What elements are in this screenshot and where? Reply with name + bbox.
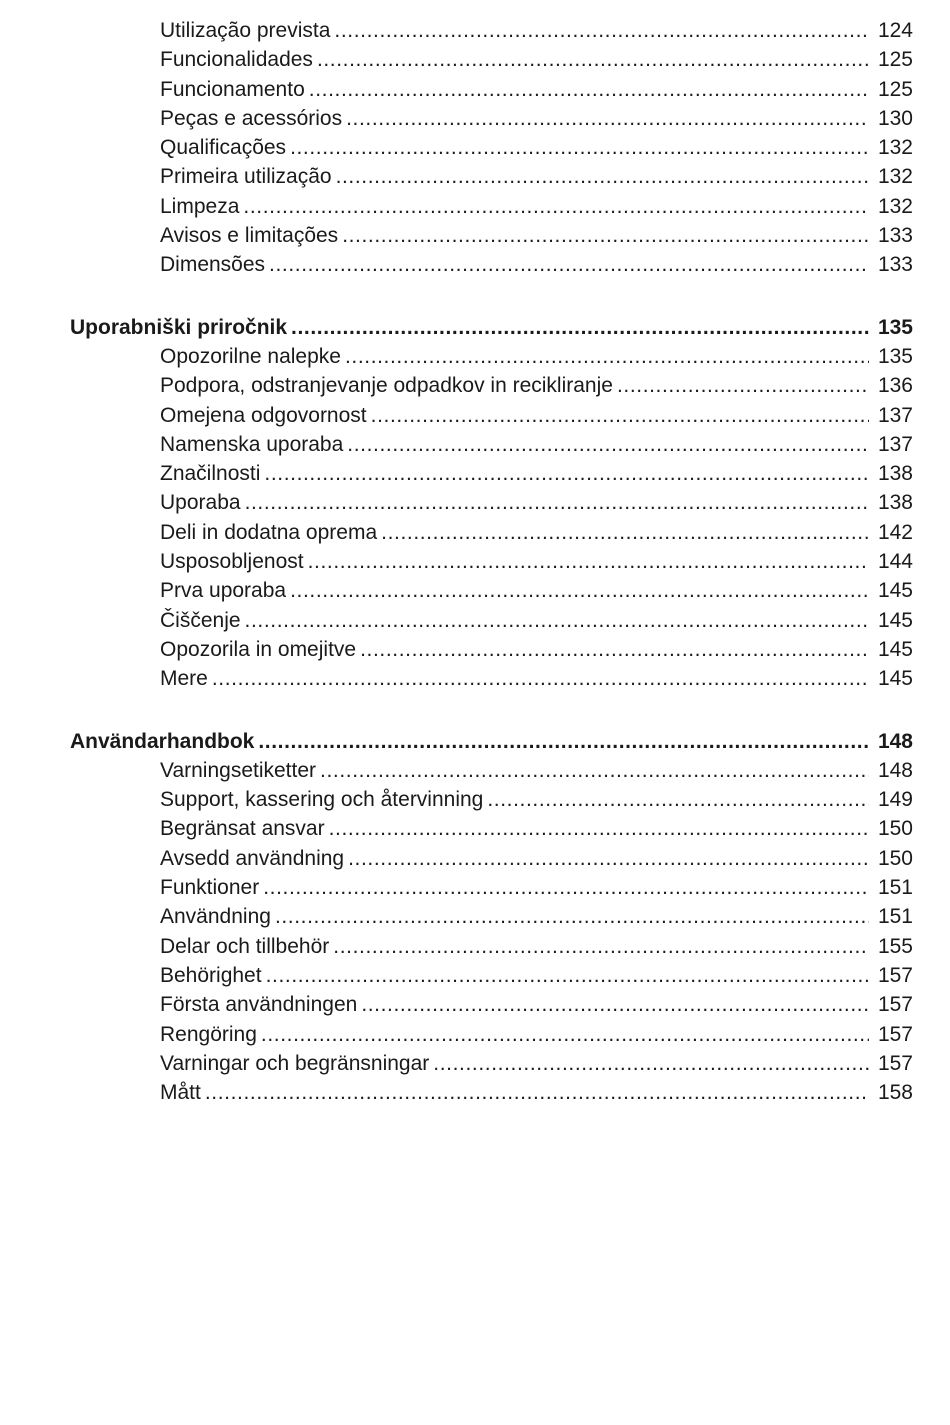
toc-entry[interactable] [0, 873, 913, 902]
toc-entry-label: Uporaba [160, 491, 241, 515]
toc-entry[interactable] [0, 902, 913, 931]
dot-leader [308, 547, 869, 576]
page-number: 155 [877, 934, 913, 958]
page-number: 132 [877, 136, 913, 160]
toc-entry-label: Deli in dodatna oprema [160, 520, 378, 544]
toc-entry[interactable] [0, 371, 913, 400]
toc-entry[interactable] [0, 785, 913, 814]
toc-entry-label: Peças e acessórios [160, 106, 343, 130]
dot-leader [290, 576, 869, 605]
toc-entry-label: Funcionalidades [160, 48, 313, 72]
toc-heading-entry[interactable] [0, 727, 913, 756]
toc-entry-label: Usposobljenost [160, 550, 304, 574]
page-number: 135 [877, 344, 913, 368]
toc-entry[interactable] [0, 488, 913, 517]
toc-heading-label: Uporabniški priročnik [70, 315, 288, 339]
toc-entry-label: Behörighet [160, 963, 262, 987]
dot-leader [617, 371, 869, 400]
page-number: 130 [877, 106, 913, 130]
dot-leader [245, 488, 869, 517]
page-number: 132 [877, 165, 913, 189]
page-number: 125 [877, 77, 913, 101]
toc-entry[interactable] [0, 401, 913, 430]
toc-entry[interactable] [0, 75, 913, 104]
toc-entry-label: Första användningen [160, 993, 358, 1017]
toc-entry[interactable] [0, 459, 913, 488]
dot-leader [487, 785, 869, 814]
page-number: 149 [877, 788, 913, 812]
dot-leader [243, 192, 869, 221]
dot-leader [333, 932, 869, 961]
dot-leader [329, 814, 869, 843]
toc-entry-label: Limpeza [160, 194, 240, 218]
toc-entry[interactable] [0, 430, 913, 459]
page-number: 142 [877, 520, 913, 544]
page-number: 158 [877, 1081, 913, 1105]
page-number: 157 [877, 993, 913, 1017]
toc-entry-label: Mere [160, 667, 208, 691]
toc-entry-label: Rengöring [160, 1022, 257, 1046]
toc-entry[interactable] [0, 45, 913, 74]
dot-leader [291, 313, 869, 342]
page-number: 145 [877, 608, 913, 632]
toc-entry[interactable] [0, 844, 913, 873]
toc-heading-entry[interactable] [0, 313, 913, 342]
toc-entry-label: Support, kassering och återvinning [160, 788, 484, 812]
dot-leader [345, 342, 869, 371]
toc-entry-label: Utilização prevista [160, 19, 331, 42]
toc-entry-label: Varningar och begränsningar [160, 1051, 430, 1075]
dot-leader [261, 1020, 869, 1049]
toc-entry-label: Funktioner [160, 876, 260, 900]
toc-entry[interactable] [0, 221, 913, 250]
toc-entry[interactable] [0, 1049, 913, 1078]
toc-entry[interactable] [0, 990, 913, 1019]
toc-entry[interactable] [0, 576, 913, 605]
dot-leader [205, 1078, 869, 1107]
dot-leader [346, 104, 869, 133]
dot-leader [212, 664, 869, 693]
page-number: 137 [877, 432, 913, 456]
page-number: 145 [877, 579, 913, 603]
toc-entry[interactable] [0, 250, 913, 279]
toc-entry-label: Qualificações [160, 136, 287, 160]
dot-leader [334, 16, 869, 45]
dot-leader [360, 635, 869, 664]
toc-entry-label: Podpora, odstranjevanje odpadkov in recikliranje [160, 374, 613, 398]
dot-leader [309, 75, 869, 104]
page-number: 148 [877, 758, 913, 782]
page-number: 138 [877, 491, 913, 515]
toc-entry-label: Opozorila in omejitve [160, 637, 357, 661]
toc-section [0, 313, 950, 694]
page-number: 137 [877, 403, 913, 427]
page-number: 136 [877, 374, 913, 398]
page-number: 145 [877, 637, 913, 661]
toc-entry[interactable] [0, 961, 913, 990]
page-number: 133 [877, 253, 913, 277]
toc-entry-label: Prva uporaba [160, 579, 287, 603]
dot-leader [263, 873, 869, 902]
page-number: 138 [877, 462, 913, 486]
toc-section [0, 16, 950, 280]
page-number: 132 [877, 194, 913, 218]
toc-entry[interactable] [0, 192, 913, 221]
toc-entry[interactable] [0, 606, 913, 635]
dot-leader [433, 1049, 869, 1078]
toc-entry[interactable] [0, 16, 913, 45]
toc-entry-label: Avisos e limitações [160, 224, 339, 248]
dot-leader [317, 45, 869, 74]
toc-entry[interactable] [0, 104, 913, 133]
dot-leader [348, 844, 869, 873]
toc-entry-label: Mått [160, 1081, 201, 1105]
toc-entry[interactable] [0, 814, 913, 843]
toc-entry[interactable] [0, 932, 913, 961]
table-of-contents [0, 16, 950, 1107]
dot-leader [290, 133, 869, 162]
toc-entry-label: Čiščenje [160, 608, 241, 632]
toc-entry[interactable] [0, 664, 913, 693]
dot-leader [371, 401, 869, 430]
toc-entry-label: Značilnosti [160, 462, 261, 486]
page-number: 151 [877, 905, 913, 929]
page-number: 150 [877, 817, 913, 841]
page-number: 151 [877, 876, 913, 900]
page-number: 157 [877, 963, 913, 987]
toc-entry-label: Dimensões [160, 253, 266, 277]
toc-entry-label: Begränsat ansvar [160, 817, 325, 841]
dot-leader [245, 606, 869, 635]
toc-entry[interactable] [0, 518, 913, 547]
toc-entry-label: Avsedd användning [160, 846, 345, 870]
toc-entry-label: Opozorilne nalepke [160, 344, 341, 368]
dot-leader [361, 990, 869, 1019]
toc-entry[interactable] [0, 1020, 913, 1049]
toc-heading-label: Användarhandbok [70, 729, 255, 753]
page-number: 148 [877, 729, 913, 753]
page-number: 125 [877, 48, 913, 72]
toc-section [0, 727, 950, 1108]
page-number: 145 [877, 667, 913, 691]
dot-leader [320, 756, 869, 785]
dot-leader [264, 459, 869, 488]
page-number: 133 [877, 224, 913, 248]
toc-entry-label: Omejena odgovornost [160, 403, 367, 427]
page-number: 157 [877, 1022, 913, 1046]
toc-entry-label: Primeira utilização [160, 165, 332, 189]
dot-leader [347, 430, 869, 459]
toc-entry[interactable] [0, 342, 913, 371]
toc-entry[interactable] [0, 133, 913, 162]
page-number: 150 [877, 846, 913, 870]
dot-leader [269, 250, 869, 279]
toc-entry-label: Funcionamento [160, 77, 305, 101]
dot-leader [275, 902, 869, 931]
dot-leader [266, 961, 869, 990]
dot-leader [342, 221, 869, 250]
toc-entry[interactable] [0, 756, 913, 785]
toc-entry-label: Användning [160, 905, 271, 929]
toc-entry[interactable] [0, 162, 913, 191]
toc-entry[interactable] [0, 1078, 913, 1107]
page-number: 157 [877, 1051, 913, 1075]
dot-leader [258, 727, 869, 756]
page-number: 124 [877, 19, 913, 42]
dot-leader [381, 518, 869, 547]
toc-entry-label: Namenska uporaba [160, 432, 344, 456]
toc-entry[interactable] [0, 547, 913, 576]
toc-entry-label: Varningsetiketter [160, 758, 317, 782]
toc-entry[interactable] [0, 635, 913, 664]
page-number: 135 [877, 315, 913, 339]
page-number: 144 [877, 550, 913, 574]
dot-leader [336, 162, 869, 191]
toc-entry-label: Delar och tillbehör [160, 934, 330, 958]
